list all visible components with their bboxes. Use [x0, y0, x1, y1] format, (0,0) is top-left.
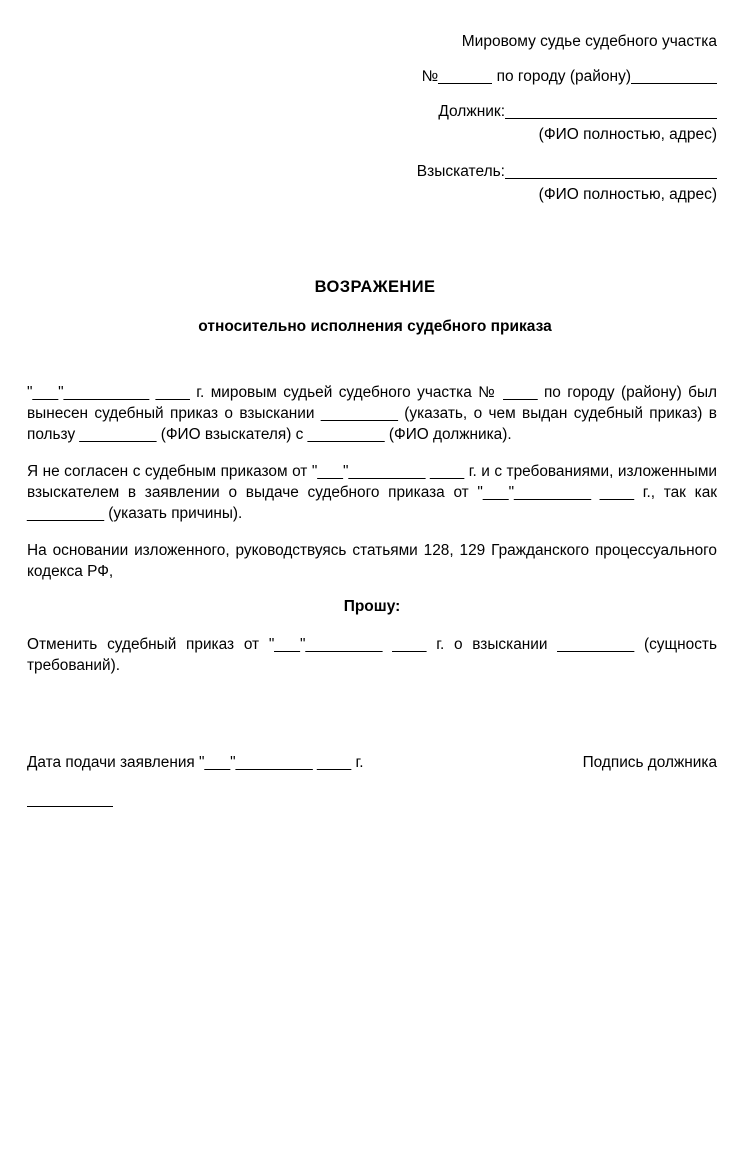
signature-label: Подпись должника: [582, 754, 717, 771]
body-paragraph-3: На основании изложенного, руководствуясь статьями 128, 129 Гражданского процессуального кодекса РФ,: [27, 542, 717, 580]
signature-blank[interactable]: [27, 789, 717, 810]
court-addressee-line: Мировому судье судебного участка: [461, 33, 717, 50]
district-number-prefix: №: [421, 67, 439, 85]
document-body: [27, 382, 717, 692]
signature-row: [27, 752, 717, 810]
district-city-label: по городу (району): [496, 67, 631, 85]
court-district-line: [380, 67, 717, 88]
debtor-hint: (ФИО полностью, адрес): [538, 125, 717, 143]
debtor-label: Должник:: [438, 102, 505, 120]
body-paragraph-4: Отменить судебный приказ от "___"_________ ____ г. о взыскании _________ (сущность требований).: [27, 636, 717, 674]
document-title: ВОЗРАЖЕНИЕ: [314, 278, 436, 296]
debtor-name-blank[interactable]: [505, 118, 717, 119]
debtor-line: [380, 102, 717, 123]
district-city-blank[interactable]: [631, 83, 717, 84]
addressee-header-block: [380, 32, 717, 222]
filing-date-label: Дата подачи заявления "___"_________ ____ г.: [27, 754, 364, 771]
request-heading: Прошу:: [343, 598, 401, 615]
claimant-name-blank[interactable]: [505, 178, 717, 179]
claimant-hint: (ФИО полностью, адрес): [538, 185, 717, 203]
body-paragraph-1: "___"__________ ____ г. мировым судьей судебного участка № ____ по городу (району) был вынесен судебный приказ о взыскании _________ (указать, о чем выдан судебный приказ) в пользу _________ (ФИО взыскателя) с _________ (ФИО должника).: [27, 384, 717, 443]
claimant-label: Взыскатель:: [416, 162, 505, 180]
document-subtitle: относительно исполнения судебного приказа: [198, 318, 552, 335]
claimant-line: [380, 162, 717, 183]
district-number-blank[interactable]: [438, 83, 492, 84]
body-paragraph-2: Я не согласен с судебным приказом от "___"_________ ____ г. и с требованиями, изложенными взыскателем в заявлении о выдаче судебного приказа от "___"_________ ____ г., так как _________ (указать причины).: [27, 463, 717, 522]
